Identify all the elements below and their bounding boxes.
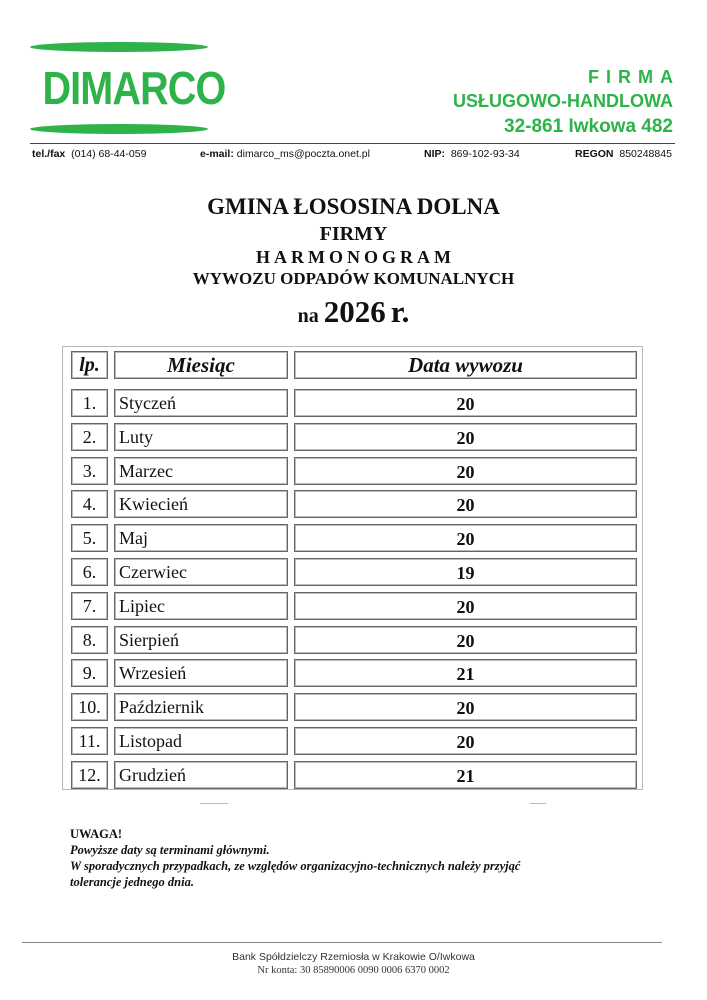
row-lp: 11.: [71, 727, 108, 755]
logo-top-bar: [30, 42, 208, 52]
note-line: tolerancje jednego dnia.: [70, 875, 194, 889]
bank-account: Nr konta: 30 85890006 0090 0006 6370 0002: [257, 965, 450, 976]
row-date: 20: [294, 524, 637, 552]
header-month: Miesiąc: [114, 351, 288, 379]
table-row: [63, 520, 642, 554]
row-date: 20: [294, 457, 637, 485]
row-date: 20: [294, 693, 637, 721]
company-type: USŁUGOWO-HANDLOWA: [453, 91, 673, 111]
email-info: [200, 146, 370, 162]
row-month: Czerwiec: [114, 558, 288, 586]
contact-line: [32, 146, 677, 162]
table-row: [63, 554, 642, 588]
row-month: Wrzesień: [114, 659, 288, 687]
row-date: 20: [294, 389, 637, 417]
table-header-row: [63, 347, 642, 381]
tel-label: tel./fax: [32, 148, 66, 160]
row-lp: 4.: [71, 490, 108, 518]
year-value: 2026: [323, 294, 386, 329]
table-row: [63, 419, 642, 453]
row-month: Kwiecień: [114, 490, 288, 518]
year-title: [0, 290, 707, 338]
table-row: [63, 689, 642, 723]
regon-value: 850248845: [619, 148, 672, 160]
row-month: Sierpień: [114, 626, 288, 654]
nip-label: NIP:: [424, 148, 445, 160]
row-lp: 10.: [71, 693, 108, 721]
row-date: 20: [294, 626, 637, 654]
row-date: 20: [294, 423, 637, 451]
logo-bottom-bar: [30, 124, 208, 134]
row-lp: 7.: [71, 592, 108, 620]
table-row: [63, 723, 642, 757]
harmonogram-title: HARMONOGRAM: [256, 247, 455, 267]
table-row: [63, 757, 642, 791]
company-logo: [30, 40, 226, 136]
schedule-table: [62, 346, 643, 790]
company-block: [453, 66, 680, 140]
row-month: Maj: [114, 524, 288, 552]
row-date: 21: [294, 761, 637, 789]
row-lp: 6.: [71, 558, 108, 586]
row-lp: 8.: [71, 626, 108, 654]
nip-info: [424, 146, 520, 162]
scan-mark: [200, 803, 228, 804]
row-date: 20: [294, 490, 637, 518]
row-month: Listopad: [114, 727, 288, 755]
row-month: Styczeń: [114, 389, 288, 417]
row-month: Październik: [114, 693, 288, 721]
company-address: 32-861 Iwkowa 482: [504, 116, 673, 137]
email-label: e-mail:: [200, 148, 234, 160]
row-month: Luty: [114, 423, 288, 451]
email-value: dimarco_ms@poczta.onet.pl: [236, 148, 370, 160]
footer-divider: [22, 942, 662, 943]
logo-text: DIMARCO: [42, 62, 226, 114]
row-lp: 9.: [71, 659, 108, 687]
document-titles: [0, 192, 707, 338]
row-lp: 2.: [71, 423, 108, 451]
nip-value: 869-102-93-34: [450, 148, 520, 160]
row-lp: 5.: [71, 524, 108, 552]
row-lp: 12.: [71, 761, 108, 789]
regon-label: REGON: [575, 148, 614, 160]
note-heading: UWAGA!: [70, 827, 123, 841]
table-row: [63, 486, 642, 520]
year-prefix: na: [297, 305, 319, 327]
row-date: 21: [294, 659, 637, 687]
scan-mark: [530, 803, 546, 804]
row-lp: 1.: [71, 389, 108, 417]
table-row: [63, 588, 642, 622]
year-suffix: r.: [390, 294, 410, 329]
table-row: [63, 453, 642, 487]
gmina-title: GMINA ŁOSOSINA DOLNA: [207, 194, 500, 219]
header-divider: [30, 143, 675, 144]
row-date: 19: [294, 558, 637, 586]
note-line: Powyższe daty są terminami głównymi.: [70, 843, 270, 857]
row-month: Lipiec: [114, 592, 288, 620]
wywozu-title: WYWOZU ODPADÓW KOMUNALNYCH: [192, 269, 515, 288]
row-lp: 3.: [71, 457, 108, 485]
bank-name: Bank Spółdzielczy Rzemiosła w Krakowie O/Iwkowa: [232, 951, 475, 963]
regon-info: [575, 146, 672, 162]
tel-info: [32, 146, 146, 162]
row-date: 20: [294, 727, 637, 755]
firmy-title: FIRMY: [319, 223, 388, 245]
row-month: Grudzień: [114, 761, 288, 789]
company-firma: FIRMA: [588, 67, 680, 87]
table-row: [63, 622, 642, 656]
note-line: W sporadycznych przypadkach, ze względów organizacyjno-technicznych należy przyjąć: [70, 859, 521, 873]
header-lp: lp.: [71, 351, 108, 379]
row-month: Marzec: [114, 457, 288, 485]
tel-value: (014) 68-44-059: [71, 148, 147, 160]
table-row: [63, 385, 642, 419]
header-date: Data wywozu: [294, 351, 637, 379]
note-block: [70, 826, 670, 890]
row-date: 20: [294, 592, 637, 620]
table-row: [63, 655, 642, 689]
